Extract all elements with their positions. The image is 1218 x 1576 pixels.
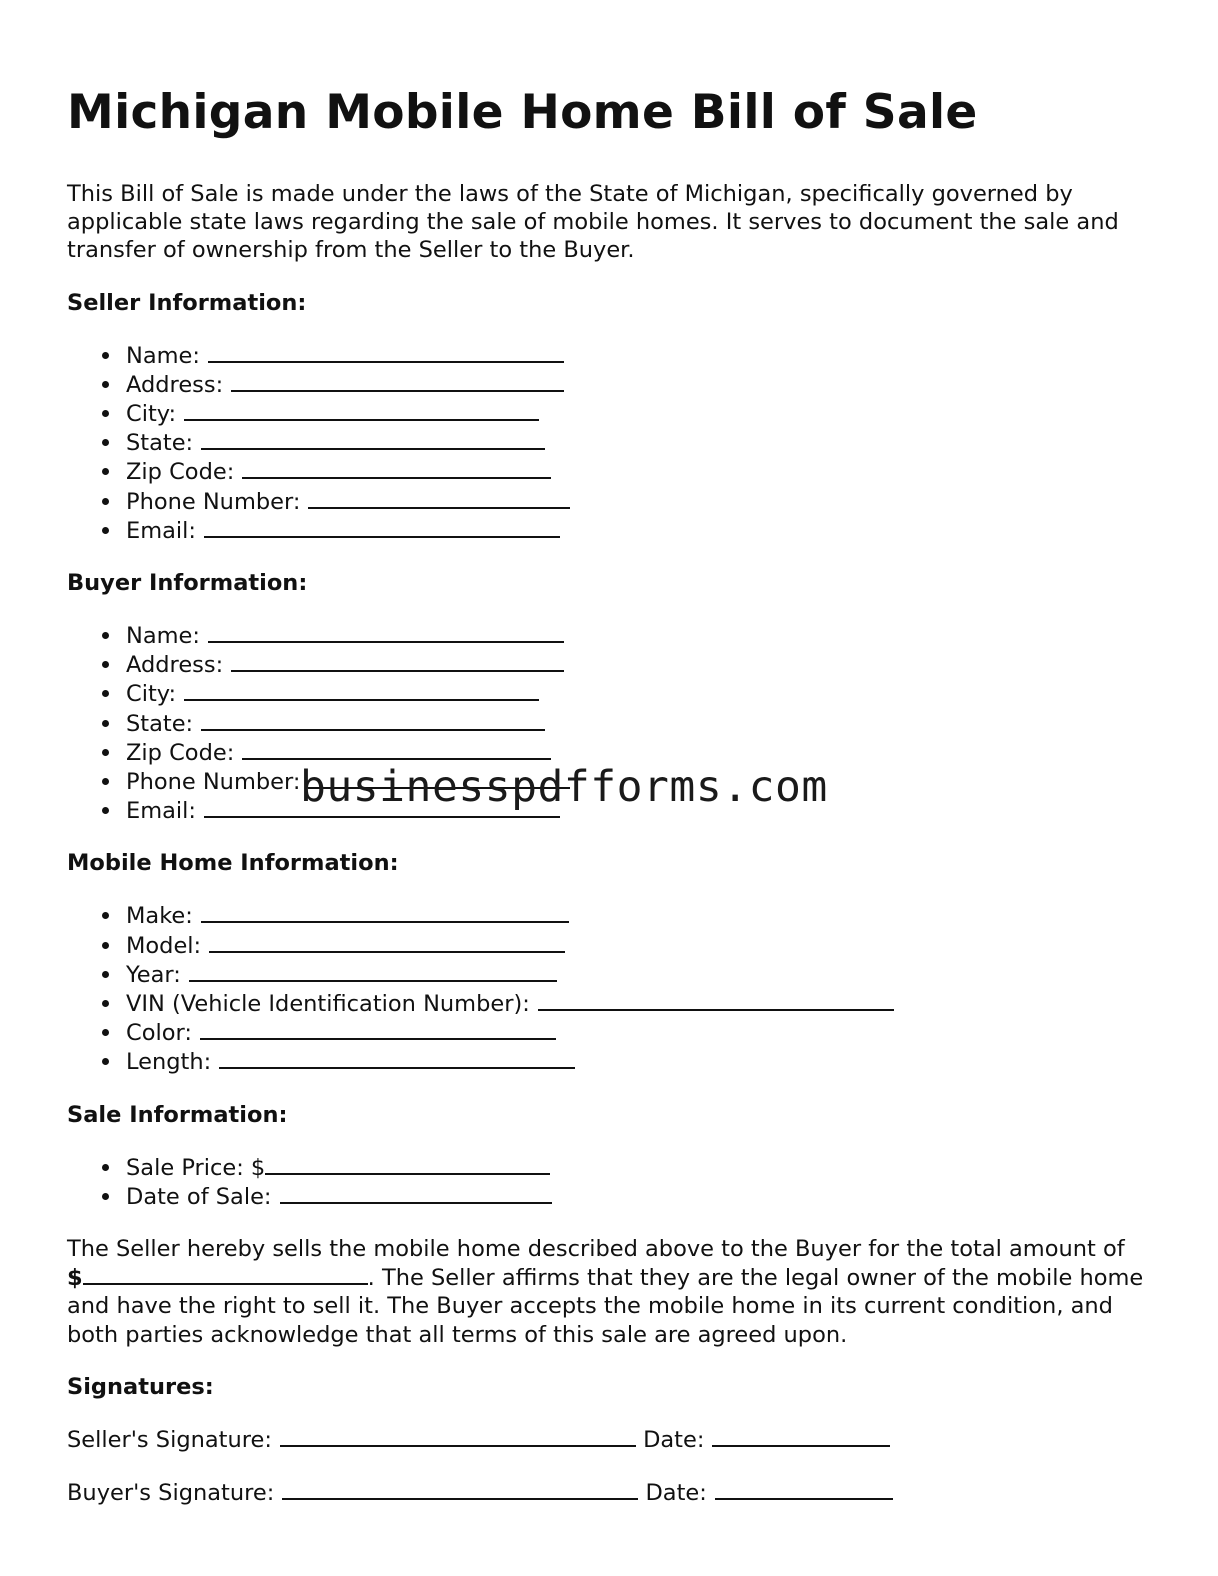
seller-address-field[interactable]	[231, 370, 564, 392]
buyer-signature-field[interactable]	[282, 1478, 638, 1500]
seller-heading: Seller Information:	[67, 289, 307, 316]
buyer-city-item: City:	[126, 679, 1147, 708]
sale-field-list	[67, 1153, 1147, 1211]
buyer-city-field[interactable]	[184, 679, 539, 701]
sale-date-field[interactable]	[280, 1182, 552, 1204]
make-field[interactable]	[201, 901, 569, 923]
buyer-phone-item: Phone Number:	[126, 767, 1147, 796]
year-item: Year:	[126, 960, 1147, 989]
total-amount-currency: $	[67, 1265, 83, 1292]
length-item: Length:	[126, 1047, 1147, 1076]
buyer-signature-row: Buyer's Signature: Date:	[67, 1478, 1147, 1507]
document-title: Michigan Mobile Home Bill of Sale	[67, 85, 978, 140]
buyer-address-field[interactable]	[231, 650, 564, 672]
buyer-email-item: Email:	[126, 796, 1147, 825]
buyer-state-item: State:	[126, 709, 1147, 738]
buyer-name-item: Name:	[126, 621, 1147, 650]
seller-email-field[interactable]	[204, 516, 560, 538]
seller-state-item: State:	[126, 428, 1147, 457]
buyer-heading: Buyer Information:	[67, 570, 308, 597]
seller-phone-field[interactable]	[308, 487, 570, 509]
seller-phone-item: Phone Number:	[126, 487, 1147, 516]
buyer-address-item: Address:	[126, 650, 1147, 679]
sale-price-item: Sale Price: $	[126, 1153, 1147, 1182]
sale-heading: Sale Information:	[67, 1101, 288, 1128]
color-field[interactable]	[200, 1018, 556, 1040]
seller-name-field[interactable]	[208, 341, 564, 363]
seller-zip-field[interactable]	[242, 457, 551, 479]
intro-paragraph: This Bill of Sale is made under the laws of the State of Michigan, specifically governed by applicable state laws regarding the sale of mobile homes. It serves to document the sale and transfer of ownership from the Seller to the Buyer.	[67, 181, 1119, 264]
seller-city-item: City:	[126, 399, 1147, 428]
seller-city-field[interactable]	[184, 399, 539, 421]
vin-item: VIN (Vehicle Identification Number):	[126, 989, 1147, 1018]
buyer-zip-item: Zip Code:	[126, 738, 1147, 767]
seller-signature-date-field[interactable]	[712, 1425, 890, 1447]
sale-price-field[interactable]	[265, 1153, 550, 1175]
color-item: Color:	[126, 1018, 1147, 1047]
seller-signature-field[interactable]	[280, 1425, 636, 1447]
vin-field[interactable]	[538, 989, 894, 1011]
seller-field-list	[67, 341, 1147, 545]
buyer-zip-field[interactable]	[242, 738, 551, 760]
buyer-name-field[interactable]	[208, 621, 564, 643]
seller-state-field[interactable]	[201, 428, 545, 450]
sale-date-item: Date of Sale:	[126, 1182, 1147, 1211]
mobile-home-field-list	[67, 901, 1147, 1076]
seller-signature-row: Seller's Signature: Date:	[67, 1425, 1147, 1454]
buyer-signature-date-field[interactable]	[715, 1478, 893, 1500]
closing-paragraph: The Seller hereby sells the mobile home described above to the Buyer for the total amount of $ . The Seller affirms that they are the legal owner of the mobile home and have the right to sell it. The Buyer accepts the mobile home in its current condition, and both parties acknowledge that all terms of this sale are agreed upon.	[67, 1236, 1144, 1348]
buyer-state-field[interactable]	[201, 709, 545, 731]
year-field[interactable]	[189, 960, 557, 982]
seller-name-item: Name:	[126, 341, 1147, 370]
length-field[interactable]	[219, 1047, 575, 1069]
seller-zip-item: Zip Code:	[126, 457, 1147, 486]
model-item: Model:	[126, 931, 1147, 960]
watermark-text: businesspdfforms.com	[300, 762, 828, 812]
make-item: Make:	[126, 901, 1147, 930]
seller-email-item: Email:	[126, 516, 1147, 545]
mobile-home-heading: Mobile Home Information:	[67, 850, 399, 877]
seller-address-item: Address:	[126, 370, 1147, 399]
model-field[interactable]	[209, 931, 565, 953]
total-amount-field[interactable]	[83, 1263, 368, 1285]
signatures-heading: Signatures:	[67, 1373, 214, 1400]
